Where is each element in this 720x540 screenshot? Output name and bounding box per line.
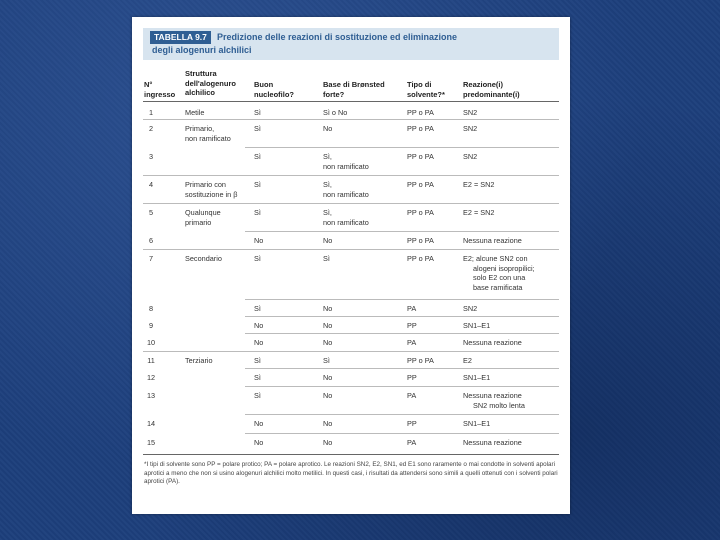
- row-solvent: PP o PA: [407, 124, 434, 133]
- row-solvent: PP o PA: [407, 356, 434, 365]
- row-separator: [245, 414, 559, 415]
- row-solvent: PP o PA: [407, 208, 434, 217]
- row-base: Sì o No: [323, 108, 348, 117]
- table-tag: TABELLA 9.7: [150, 31, 211, 44]
- table-footnote: *I tipi di solvente sono PP = polare protico; PA = polare aprotico. Le reazioni SN2, E2, SN1, ed E1 sono raramente o mai condotte in solventi apolari aprotici a meno che non si usino alogenuri alchilici molto metilici. In questi casi, i risultati da attendersi sono simili a quelli ottenuti con i solventi polari aprotici (PA).: [144, 461, 558, 486]
- row-separator: [143, 175, 559, 176]
- row-separator: [245, 368, 559, 369]
- row-structure: Metile: [185, 108, 205, 117]
- row-number: 6: [148, 236, 154, 245]
- row-reaction: SN2: [463, 108, 478, 117]
- table-title-line1: Predizione delle reazioni di sostituzione ed eliminazione: [217, 32, 458, 42]
- row-reaction: Nessuna reazione: [463, 338, 522, 347]
- row-solvent: PP: [407, 321, 417, 330]
- row-base: Sì, non ramificato: [323, 208, 369, 227]
- row-separator: [245, 316, 559, 317]
- row-separator: [143, 249, 559, 250]
- row-separator: [143, 351, 559, 352]
- row-number: 4: [148, 180, 154, 189]
- row-base: Sì, non ramificato: [323, 152, 369, 171]
- header-num: N° ingresso: [144, 80, 176, 99]
- row-solvent: PP o PA: [407, 180, 434, 189]
- row-base: No: [323, 124, 333, 133]
- row-number: 5: [148, 208, 154, 217]
- row-nucleophile: Sì: [254, 180, 261, 189]
- row-separator: [245, 299, 559, 300]
- row-solvent: PP o PA: [407, 236, 434, 245]
- row-reaction: Nessuna reazione SN2 molto lenta: [463, 391, 525, 410]
- row-solvent: PP o PA: [407, 254, 434, 263]
- row-nucleophile: Sì: [254, 254, 261, 263]
- row-base: No: [323, 236, 333, 245]
- row-number: 3: [148, 152, 154, 161]
- row-reaction: SN1–E1: [463, 321, 491, 330]
- row-solvent: PA: [407, 391, 417, 400]
- row-base: Sì: [323, 356, 330, 365]
- row-number: 11: [147, 356, 155, 365]
- row-reaction: SN1–E1: [463, 373, 491, 382]
- row-number: 10: [146, 338, 156, 347]
- row-solvent: PP: [407, 373, 417, 382]
- row-separator: [245, 386, 559, 387]
- row-base: No: [323, 391, 333, 400]
- row-nucleophile: Sì: [254, 152, 261, 161]
- row-structure: Primario con sostituzione in β: [185, 180, 238, 199]
- row-solvent: PA: [407, 438, 417, 447]
- row-reaction: E2: [463, 356, 472, 365]
- row-separator: [143, 203, 559, 204]
- row-solvent: PP: [407, 419, 417, 428]
- row-number: 15: [146, 438, 156, 447]
- row-number: 12: [146, 373, 156, 382]
- row-number: 8: [148, 304, 154, 313]
- row-separator: [245, 433, 559, 434]
- row-structure: Secondario: [185, 254, 222, 263]
- row-reaction: Nessuna reazione: [463, 236, 522, 245]
- row-separator: [245, 333, 559, 334]
- row-separator: [143, 119, 559, 120]
- row-number: 14: [146, 419, 156, 428]
- row-structure: Qualunque primario: [185, 208, 221, 227]
- row-structure: Terziario: [185, 356, 213, 365]
- row-base: No: [323, 304, 333, 313]
- row-nucleophile: Sì: [254, 124, 261, 133]
- row-nucleophile: No: [254, 236, 264, 245]
- table-title-line2: degli alogenuri alchilici: [152, 45, 252, 55]
- row-number: 9: [148, 321, 154, 330]
- row-nucleophile: Sì: [254, 356, 261, 365]
- row-solvent: PA: [407, 338, 417, 347]
- row-reaction: SN2: [463, 152, 478, 161]
- row-nucleophile: No: [254, 438, 264, 447]
- row-number: 7: [148, 254, 154, 263]
- bottom-rule: [143, 454, 559, 455]
- header-nucleophile: Buon nucleofilo?: [254, 80, 294, 99]
- header-structure: Struttura dell'alogenuro alchilico: [185, 69, 236, 97]
- row-solvent: PA: [407, 304, 417, 313]
- row-reaction: E2; alcune SN2 con alogeni isopropilici; solo E2 con una base ramificata: [463, 254, 535, 292]
- header-solvent: Tipo di solvente?*: [407, 80, 445, 99]
- row-number: 1: [148, 108, 154, 117]
- textbook-page: [132, 17, 570, 514]
- row-number: 13: [146, 391, 156, 400]
- row-separator: [245, 147, 559, 148]
- row-nucleophile: Sì: [254, 208, 261, 217]
- table-title-bar: [143, 28, 559, 60]
- header-rule: [143, 101, 559, 102]
- row-nucleophile: Sì: [254, 373, 261, 382]
- row-structure: Primario, non ramificato: [185, 124, 231, 143]
- row-base: Sì, non ramificato: [323, 180, 369, 199]
- row-base: No: [323, 438, 333, 447]
- row-nucleophile: No: [254, 321, 264, 330]
- row-reaction: E2 = SN2: [463, 208, 495, 217]
- row-base: No: [323, 373, 333, 382]
- row-nucleophile: Sì: [254, 391, 261, 400]
- row-number: 2: [148, 124, 154, 133]
- row-solvent: PP o PA: [407, 152, 434, 161]
- row-reaction: SN2: [463, 124, 478, 133]
- row-base: Sì: [323, 254, 330, 263]
- header-reaction: Reazione(i) predominante(i): [463, 80, 520, 99]
- row-nucleophile: Sì: [254, 304, 261, 313]
- row-nucleophile: No: [254, 419, 264, 428]
- row-reaction: Nessuna reazione: [463, 438, 522, 447]
- row-base: No: [323, 419, 333, 428]
- row-separator: [245, 231, 559, 232]
- row-reaction: SN2: [463, 304, 478, 313]
- row-base: No: [323, 321, 333, 330]
- row-nucleophile: No: [254, 338, 264, 347]
- row-reaction: SN1–E1: [463, 419, 491, 428]
- row-nucleophile: Sì: [254, 108, 261, 117]
- row-solvent: PP o PA: [407, 108, 434, 117]
- header-base: Base di Brønsted forte?: [323, 80, 385, 99]
- row-reaction: E2 = SN2: [463, 180, 495, 189]
- row-base: No: [323, 338, 333, 347]
